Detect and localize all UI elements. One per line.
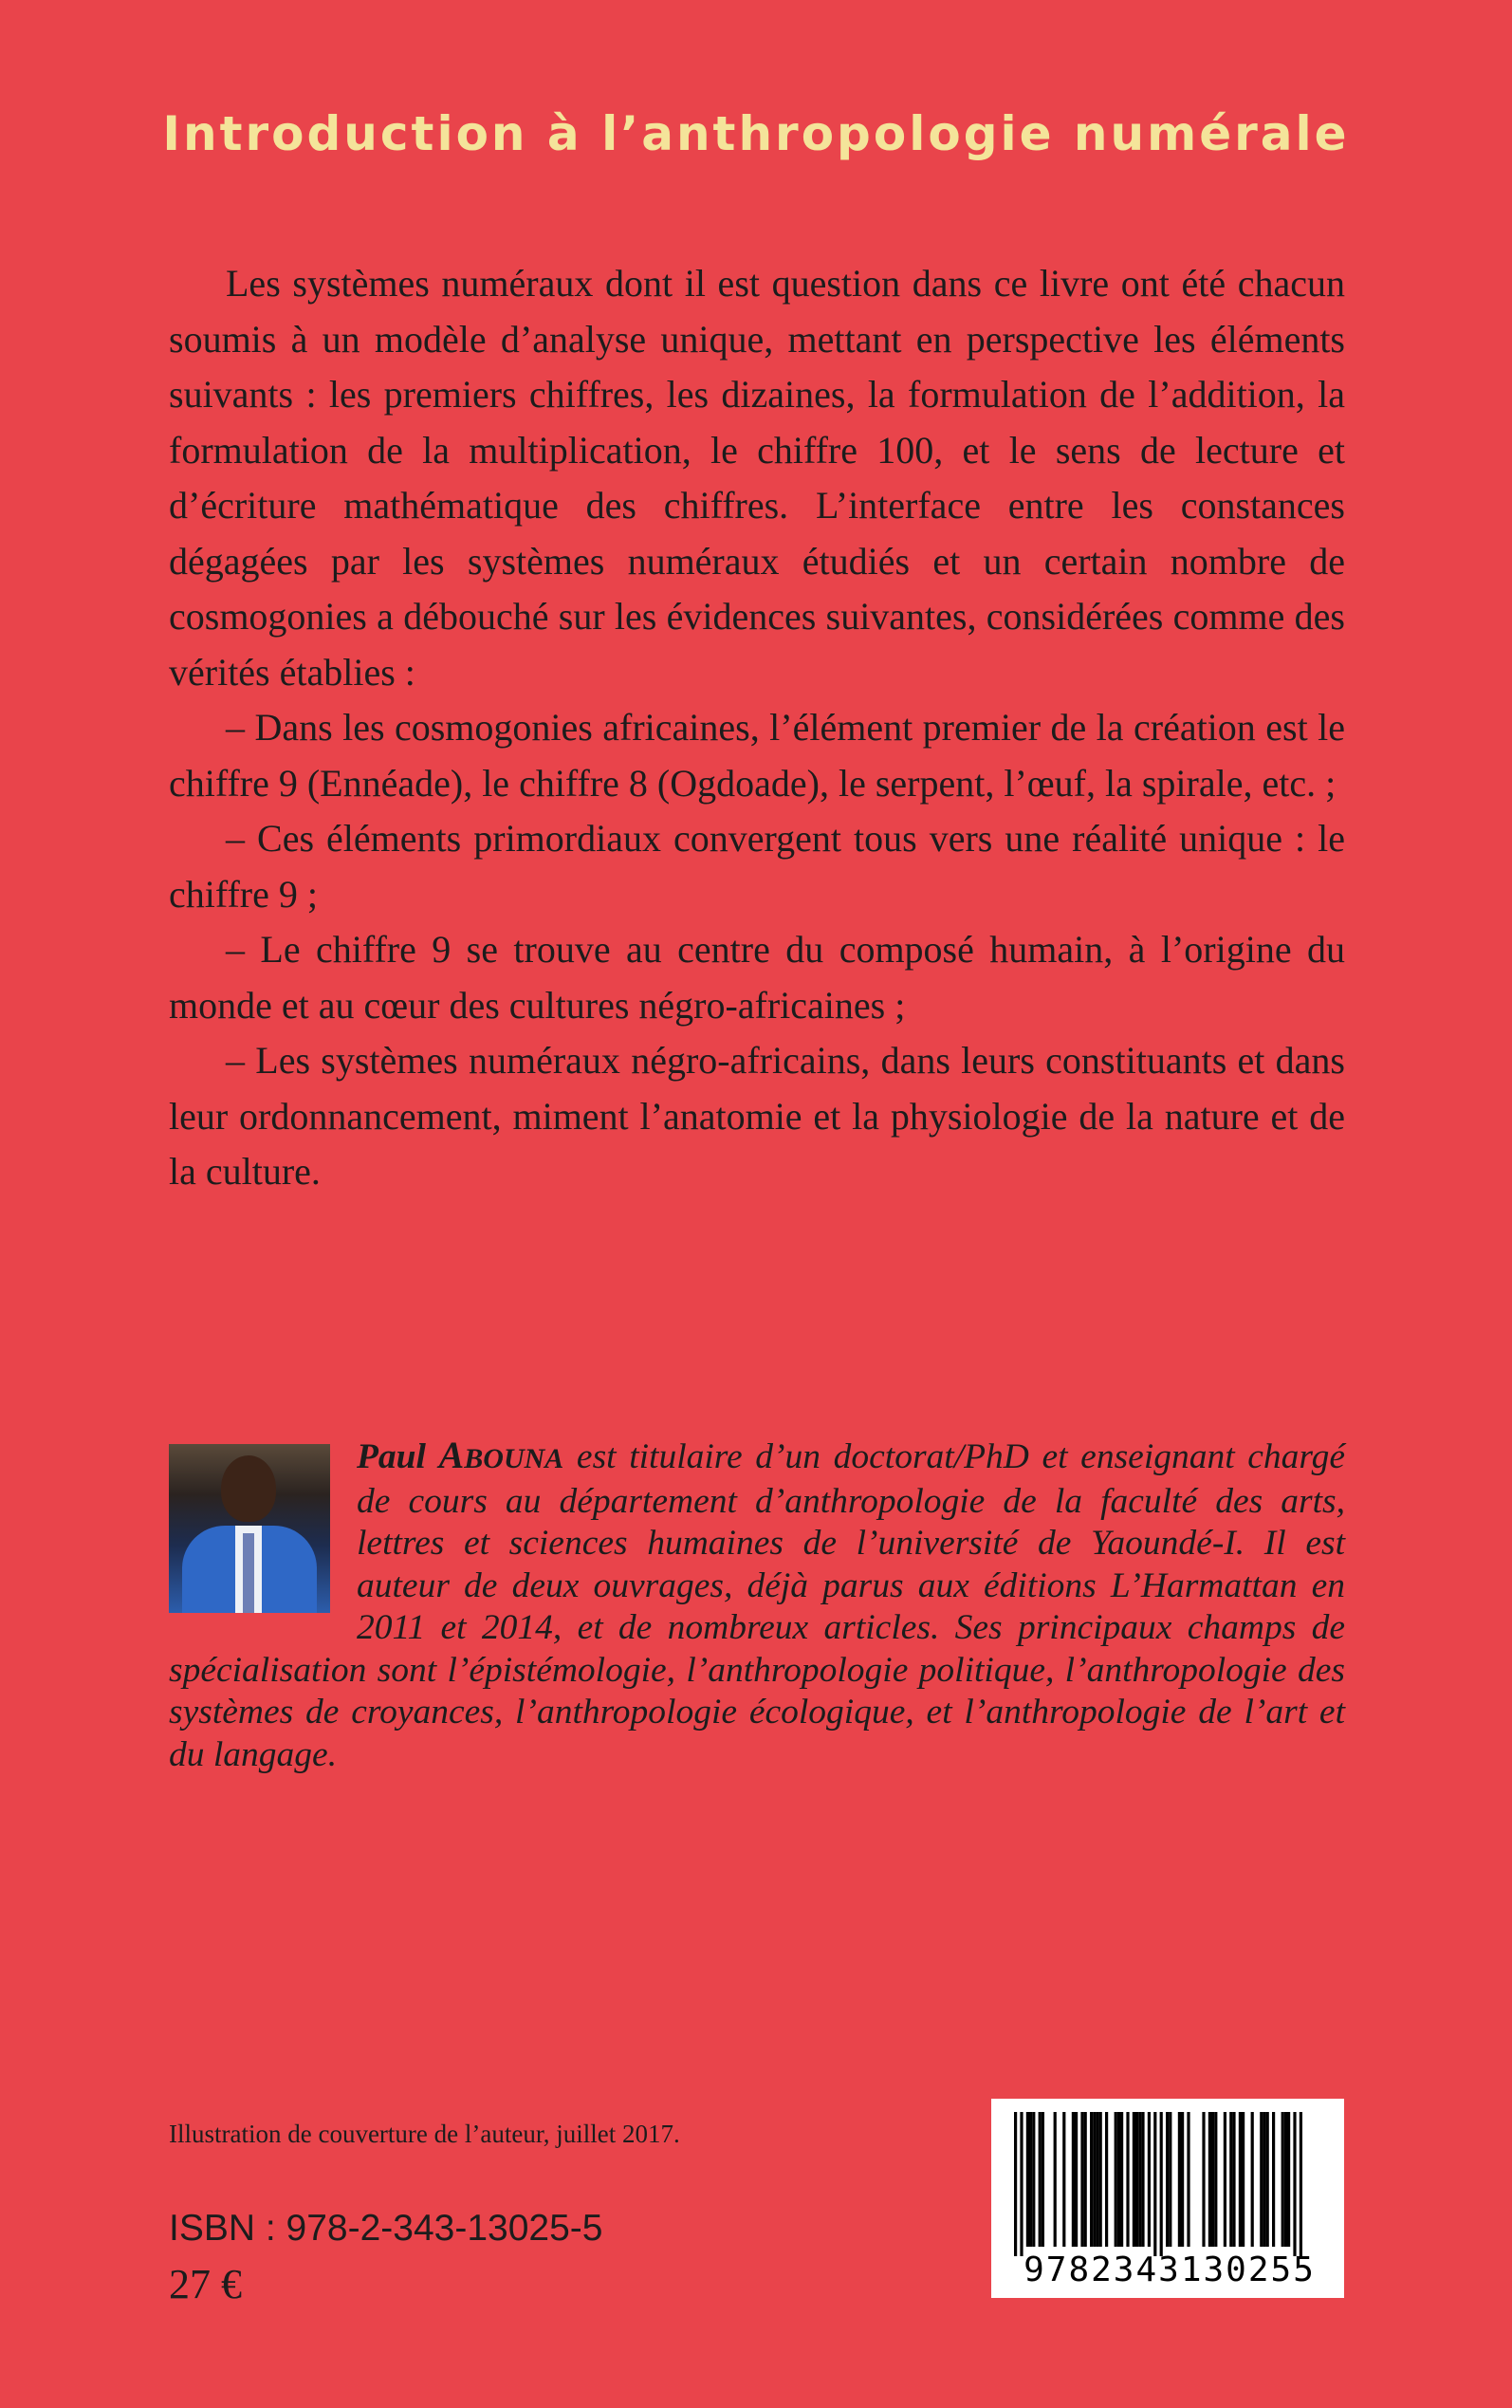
barcode-bar — [1126, 2112, 1129, 2247]
barcode-bar — [1099, 2112, 1102, 2247]
barcode-bar — [1251, 2112, 1254, 2247]
summary-paragraph: – Le chiffre 9 se trouve au centre du composé humain, à l’origine du monde et au cœur des cultures négro-africaines ; — [169, 928, 1345, 1027]
barcode-bar — [1300, 2112, 1302, 2256]
barcode-bar — [1029, 2112, 1032, 2247]
barcode-bar — [1133, 2112, 1135, 2247]
barcode-bar — [1224, 2112, 1226, 2247]
barcode-bar — [1160, 2112, 1163, 2256]
barcode-bar — [1242, 2112, 1245, 2247]
author-bio-text: est titulaire d’un doctorat/PhD et enseignant chargé de cours au département d’anthropologie de la faculté des arts, lettres et sciences humaines de l’université de Yaoundé-I. Il est auteur de deux ouvrages, déjà parus aux éditions L’Harmattan en 2011 et 2014, et de nombreux articles. Ses principaux champs de spécialisation sont l’épistémologie, l’anthropologie politique, l’anthropologie des systèmes de croyances, l’anthropologie écologique, et l’anthropologie de l’art et du langage. — [169, 1437, 1346, 1774]
barcode-bar — [1141, 2112, 1144, 2247]
barcode-bar — [1260, 2112, 1263, 2247]
barcode-bar — [1202, 2112, 1205, 2247]
barcode-bar — [1272, 2112, 1275, 2247]
barcode-bar — [1080, 2112, 1083, 2247]
isbn: ISBN : 978-2-343-13025-5 — [169, 2208, 603, 2249]
barcode-bar — [1093, 2112, 1096, 2247]
author-surname-initial: A — [438, 1434, 465, 1476]
barcode-bar — [1282, 2112, 1284, 2247]
barcode-bar — [1148, 2112, 1151, 2247]
barcode-bar — [1135, 2112, 1138, 2247]
barcode-bar — [1169, 2112, 1171, 2247]
barcode-bar — [1115, 2112, 1117, 2247]
barcode-bar — [1293, 2112, 1296, 2256]
author-photo — [169, 1444, 330, 1613]
barcode-bar — [1266, 2112, 1269, 2247]
author-surname-rest: BOUNA — [464, 1443, 564, 1474]
barcode-bar — [1232, 2112, 1235, 2247]
barcode-bar — [1287, 2112, 1290, 2247]
barcode-bar — [1026, 2112, 1029, 2247]
barcode-bar — [1284, 2112, 1287, 2247]
barcode-bar — [1263, 2112, 1265, 2247]
barcode-bar — [1181, 2112, 1184, 2247]
barcode-bar — [1208, 2112, 1211, 2247]
barcode-bar — [1075, 2112, 1078, 2247]
barcode-bar — [1090, 2112, 1093, 2247]
barcode — [991, 2099, 1344, 2298]
barcode-bar — [1178, 2112, 1181, 2247]
summary-paragraph: – Les systèmes numéraux négro-africains, dans leurs constituants et dans leur ordonnancement, miment l’anatomie et la physiologie de la nature et de la culture. — [169, 1039, 1345, 1193]
author-first-name: Paul — [357, 1437, 426, 1476]
barcode-bar — [1062, 2112, 1065, 2247]
barcode-bar — [1096, 2112, 1098, 2247]
summary-paragraph: Les systèmes numéraux dont il est question dans ce livre ont été chacun soumis à un modèle d’analyse unique, mettant en perspective les éléments suivants : les premiers chiffres, les dizaines, la formulation de l’addition, la formulation de la multiplication, le chiffre 100, et le sens de lecture et d’écriture mathématique des chiffres. L’interface entre les constances dégagées par les systèmes numéraux étudiés et un certain nombre de cosmogonies a débouché sur les évidences suivantes, considérées comme des vérités établies : — [169, 262, 1345, 694]
barcode-bar — [1014, 2112, 1017, 2256]
price: 27 € — [169, 2261, 242, 2307]
barcode-bar — [1229, 2112, 1232, 2247]
barcode-bar — [1187, 2112, 1189, 2247]
book-title: Introduction à l’anthropologie numérale — [162, 106, 1350, 161]
barcode-bar — [1120, 2112, 1123, 2247]
barcode-bar — [1117, 2112, 1120, 2247]
barcode-bar — [1072, 2112, 1075, 2247]
back-cover-summary — [169, 256, 1345, 1200]
barcode-bar — [1138, 2112, 1141, 2247]
barcode-bar — [1105, 2112, 1108, 2247]
barcode-bar — [1084, 2112, 1087, 2247]
author-bio — [169, 1435, 1345, 1776]
barcode-bar — [1039, 2112, 1042, 2247]
summary-paragraph: – Ces éléments primordiaux convergent tous vers une réalité unique : le chiffre 9 ; — [169, 817, 1345, 916]
barcode-bar — [1166, 2112, 1169, 2247]
barcode-digits: 9782343130255 — [1023, 2251, 1316, 2289]
barcode-bar — [1211, 2112, 1214, 2247]
barcode-bar — [1042, 2112, 1044, 2247]
barcode-bar — [1239, 2112, 1242, 2247]
barcode-bar — [1214, 2112, 1217, 2247]
summary-paragraph: – Dans les cosmogonies africaines, l’élément premier de la création est le chiffre 9 (Ennéade), le chiffre 8 (Ogdoade), le serpent, l’œuf, la spirale, etc. ; — [169, 706, 1345, 805]
barcode-bar — [1020, 2112, 1023, 2256]
barcode-bar — [1153, 2112, 1156, 2256]
barcode-bar — [1054, 2112, 1057, 2247]
barcode-bar — [1032, 2112, 1035, 2247]
illustration-credit: Illustration de couverture de l’auteur, juillet 2017. — [169, 2120, 680, 2148]
